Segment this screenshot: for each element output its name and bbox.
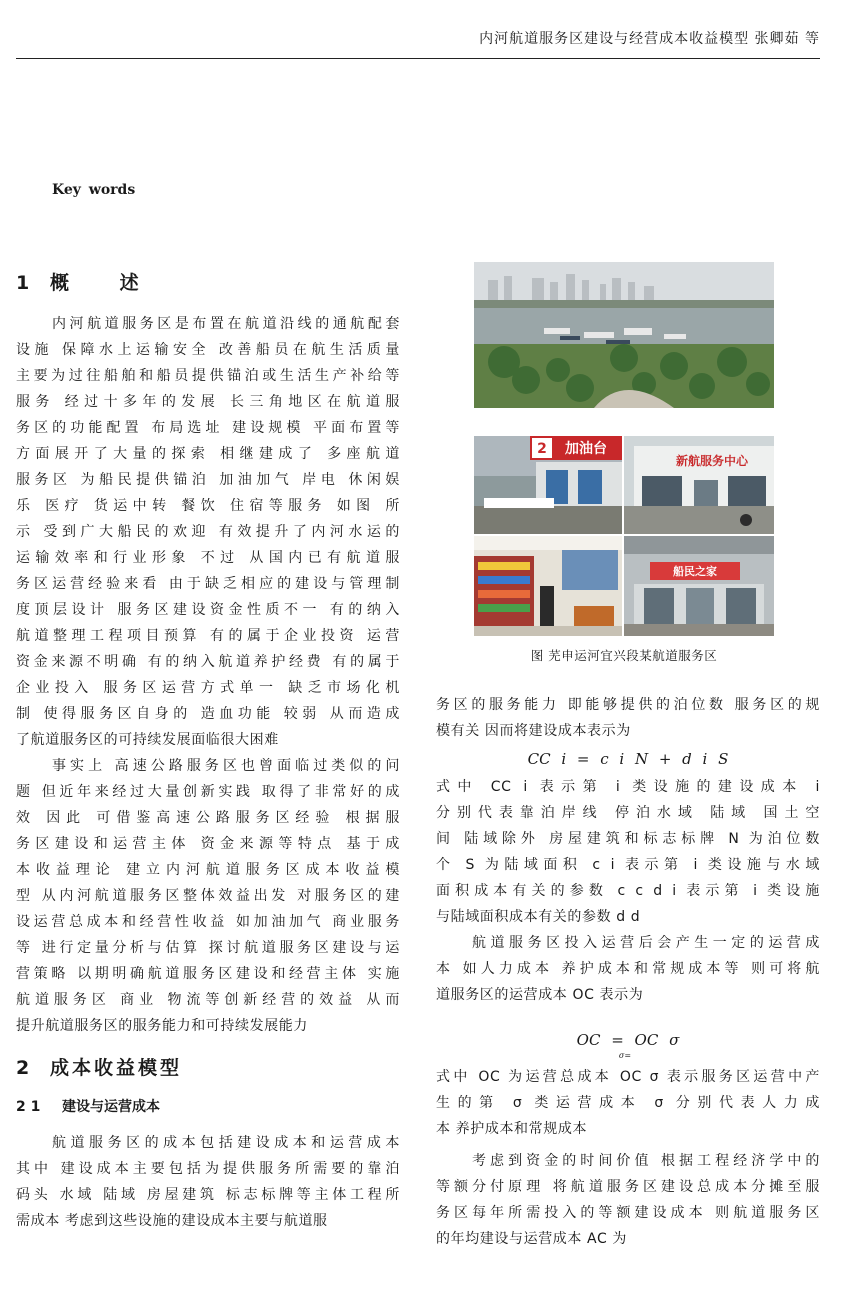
paragraph	[436, 774, 820, 930]
subsection-heading	[16, 1096, 400, 1116]
text-line: 务区运营经验来看 由于缺乏相应的建设与管理制	[16, 576, 400, 592]
formula-operating-cost	[436, 1028, 820, 1052]
service-center-photo	[624, 436, 774, 534]
paragraph	[436, 692, 820, 744]
text-line: 务区的服务能力 即能够提供的泊位数 服务区的规	[436, 697, 820, 713]
subsection-number: 2 1	[16, 1099, 41, 1115]
text-line: 等 进行定量分析与估算 探讨航道服务区建设与运	[16, 940, 400, 956]
section-1-heading	[16, 268, 400, 295]
text-line: 度顶层设计 服务区建设资金性质不一 有的纳入	[16, 602, 400, 618]
formula-body: OC = OC σ	[576, 1031, 680, 1049]
section-number: 2	[16, 1057, 31, 1079]
text-line: 服务区 为船民提供锚泊 加油加气 岸电 休闲娱	[16, 472, 400, 488]
text-line: 模有关 因而将建设成本表示为	[436, 723, 631, 739]
paragraph	[436, 1064, 820, 1142]
shop-interior-photo	[474, 536, 622, 636]
text-line: 式中 CC i 表示第 i 类设施的建设成本 i	[436, 779, 820, 795]
paragraph	[436, 1148, 820, 1252]
text-line: 其中 建设成本主要包括为提供服务所需要的靠泊	[16, 1161, 400, 1177]
text-line: 服务 经过十多年的发展 长三角地区在航道服	[16, 394, 400, 410]
paragraph	[16, 1130, 400, 1234]
text-line: 航道服务区 商业 物流等创新经营的效益 从而	[16, 992, 400, 1008]
text-line: 设运营总成本和经营性收益 如加油加气 商业服务	[16, 914, 400, 930]
text-line: 务区每年所需投入的等额建设成本 则航道服务区	[436, 1205, 820, 1221]
text-line: 航道服务区投入运营后会产生一定的运营成	[472, 935, 820, 951]
section-number: 1	[16, 272, 31, 294]
text-line: 事实上 高速公路服务区也曾面临过类似的问	[52, 758, 400, 774]
paragraph	[16, 753, 400, 1039]
text-line: 示 受到广大船民的欢迎 有效提升了内河水运的	[16, 524, 400, 540]
text-line: 道服务区的运营成本 OC 表示为	[436, 987, 644, 1003]
gas-station-sign: 加油台	[565, 441, 607, 457]
text-line: 资金来源不明确 有的纳入航道养护经费 有的属于	[16, 654, 400, 670]
section-title: 成本收益模型	[50, 1057, 183, 1079]
text-line: 务区建设和运营主体 资金来源等特点 基于成	[16, 836, 400, 852]
text-line: 题 但近年来经过大量创新实践 取得了非常好的成	[16, 784, 400, 800]
text-line: 制 使得服务区自身的 造血功能 较弱 从而造成	[16, 706, 400, 722]
subsection-title: 建设与运营成本	[62, 1099, 160, 1115]
figure-caption: 图 芜申运河宜兴段某航道服务区	[530, 648, 718, 663]
section-2-heading	[16, 1053, 400, 1080]
text-line: 需成本 考虑到这些设施的建设成本主要与航道服	[16, 1213, 328, 1229]
text-line: 提升航道服务区的服务能力和可持续发展能力	[16, 1018, 308, 1034]
boatman-home-sign: 船民之家	[673, 565, 717, 578]
text-line: 码头 水域 陆域 房屋建筑 标志标牌等主体工程所	[16, 1187, 400, 1203]
text-line: 本收益理论 建立内河航道服务区成本收益模	[16, 862, 400, 878]
service-center-sign: 新航服务中心	[675, 454, 749, 468]
formula-construction-cost: CC i = c i N + d i S	[527, 750, 729, 768]
text-line: 营策略 以期明确航道服务区建设和经营主体 实施	[16, 966, 400, 982]
text-line: 方面展开了大量的探索 相继建成了 多座航道	[16, 446, 400, 462]
text-line: 航道整理工程项目预算 有的属于企业投资 运营	[16, 628, 400, 644]
text-line: 与陆域面积成本有关的参数 d d	[436, 909, 641, 925]
section-title: 概 述	[50, 272, 161, 294]
text-line: 分别代表靠泊岸线 停泊水域 陆域 国土空	[436, 805, 820, 821]
text-line: 本 如人力成本 养护成本和常规成本等 则可将航	[436, 961, 820, 977]
text-line: 设施 保障水上运输安全 改善船员在航生活质量	[16, 342, 400, 358]
header-rule	[16, 58, 820, 59]
text-line: 务区的功能配置 布局选址 建设规模 平面布置等	[16, 420, 400, 436]
paragraph	[436, 930, 820, 1008]
gas-station-photo	[474, 436, 622, 534]
text-line: 生的第 σ 类运营成本 σ 分别代表人力成	[436, 1095, 820, 1111]
boatman-home-photo	[624, 536, 774, 636]
left-column	[16, 262, 400, 1234]
sign-number: 2	[537, 441, 547, 457]
text-line: 面积成本有关的参数 c c d i 表示第 i 类设施	[436, 883, 820, 899]
formula-subscript: σ=	[618, 1051, 632, 1060]
text-line: 了航道服务区的可持续发展面临很大困难	[16, 732, 279, 748]
text-line: 考虑到资金的时间价值 根据工程经济学中的	[472, 1153, 820, 1169]
text-line: 效 因此 可借鉴高速公路服务区经验 根据服	[16, 810, 400, 826]
text-line: 本 养护成本和常规成本	[436, 1121, 588, 1137]
keywords-label: Key words	[52, 182, 136, 198]
text-line: 等额分付原理 将航道服务区建设总成本分摊至服	[436, 1179, 820, 1195]
text-line: 的年均建设与运营成本 AC 为	[436, 1231, 628, 1247]
running-head: 内河航道服务区建设与经营成本收益模型 张卿茹 等	[479, 31, 820, 47]
text-line: 式中 OC 为运营总成本 OC σ 表示服务区运营中产	[436, 1069, 820, 1085]
text-line: 运输效率和行业形象 不过 从国内已有航道服	[16, 550, 400, 566]
text-line: 航道服务区的成本包括建设成本和运营成本	[52, 1135, 400, 1151]
text-line: 型 从内河航道服务区整体效益出发 对服务区的建	[16, 888, 400, 904]
text-line: 主要为过往船舶和船员提供锚泊或生活生产补给等	[16, 368, 400, 384]
service-area-aerial-photo	[474, 262, 774, 408]
text-line: 内河航道服务区是布置在航道沿线的通航配套	[52, 316, 400, 332]
text-line: 企业投入 服务区运营方式单一 缺乏市场化机	[16, 680, 400, 696]
paragraph	[16, 311, 400, 753]
text-line: 个 S 为陆域面积 c i 表示第 i 类设施与水域	[436, 857, 820, 873]
text-line: 乐 医疗 货运中转 餐饮 住宿等服务 如图 所	[16, 498, 400, 514]
right-column	[436, 692, 820, 1252]
text-line: 间 陆域除外 房屋建筑和标志标牌 N 为泊位数	[436, 831, 820, 847]
